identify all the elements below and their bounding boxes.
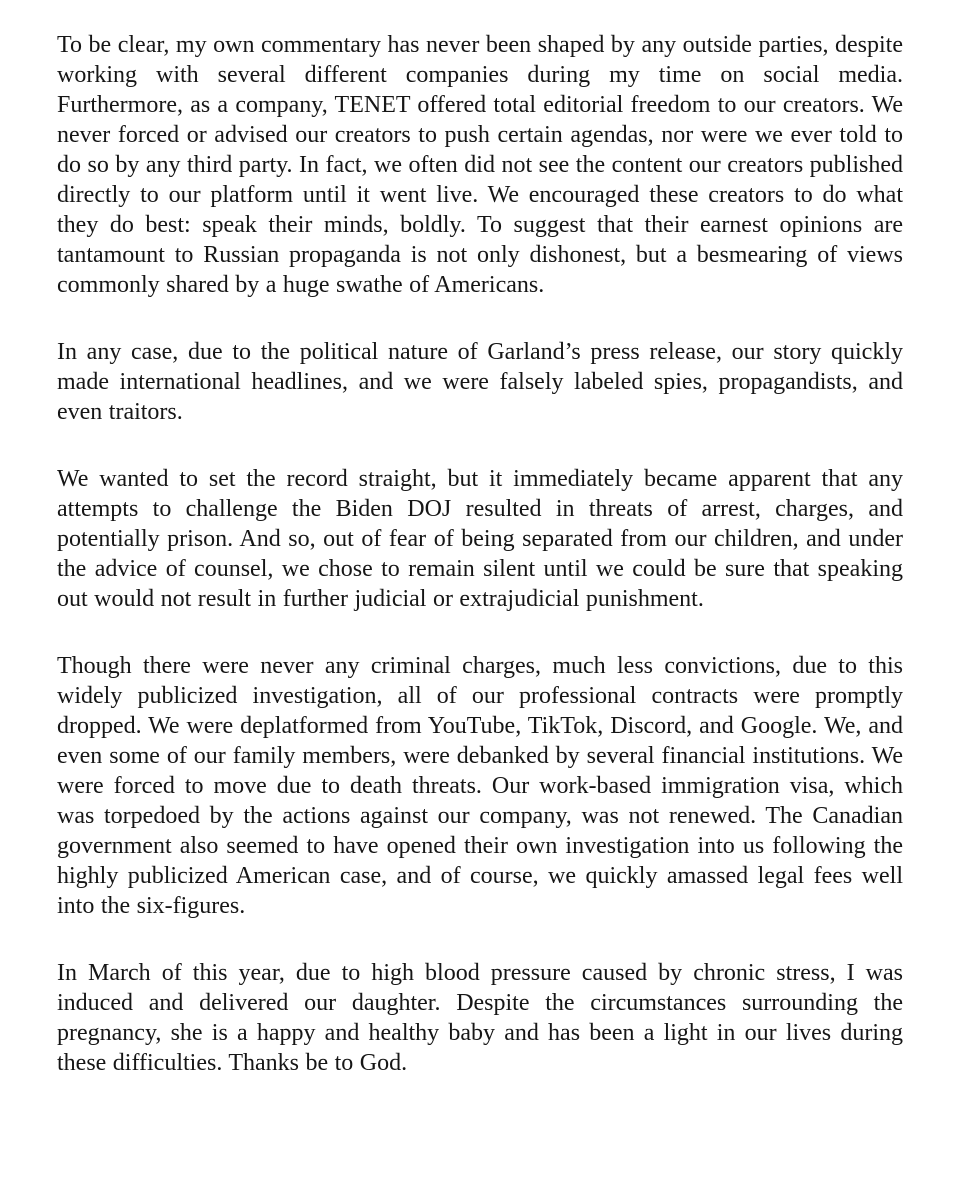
paragraph-press-release: In any case, due to the political nature of Garland’s press release, our story quickly made international headlines, and we were falsely labeled spies, propagandists, and even traitors.	[57, 339, 903, 425]
paragraph-daughter: In March of this year, due to high blood pressure caused by chronic stress, I was induced and delivered our daughter. Despite the circumstances surrounding the pregnancy, she is a happy and healthy baby and has been a light in our lives during these difficulties. Thanks be to God.	[57, 960, 903, 1076]
paragraph-editorial-freedom: To be clear, my own commentary has never been shaped by any outside parties, despite working with several different companies during my time on social media. Furthermore, as a company, TENET offered total editorial freedom to our creators. We never forced or advised our creators to push certain agendas, nor were we ever told to do so by any third party. In fact, we often did not see the content our creators published directly to our platform until it went live. We encouraged these creators to do what they do best: speak their minds, boldly. To suggest that their earnest opinions are tantamount to Russian propaganda is not only dishonest, but a besmearing of views commonly shared by a huge swathe of Americans.	[57, 32, 903, 298]
paragraph-consequences: Though there were never any criminal charges, much less convictions, due to this widely publicized investigation, all of our professional contracts were promptly dropped. We were deplatformed from YouTube, TikTok, Discord, and Google. We, and even some of our family members, were debanked by several financial institutions. We were forced to move due to death threats. Our work-based immigration visa, which was torpedoed by the actions against our company, was not renewed. The Canadian government also seemed to have opened their own investigation into us following the highly publicized American case, and of course, we quickly amassed legal fees well into the six-figures.	[57, 653, 903, 919]
paragraph-remain-silent: We wanted to set the record straight, but it immediately became apparent that any attempts to challenge the Biden DOJ resulted in threats of arrest, charges, and potentially prison. And so, out of fear of being separated from our children, and under the advice of counsel, we chose to remain silent until we could be sure that speaking out would not result in further judicial or extrajudicial punishment.	[57, 466, 903, 612]
